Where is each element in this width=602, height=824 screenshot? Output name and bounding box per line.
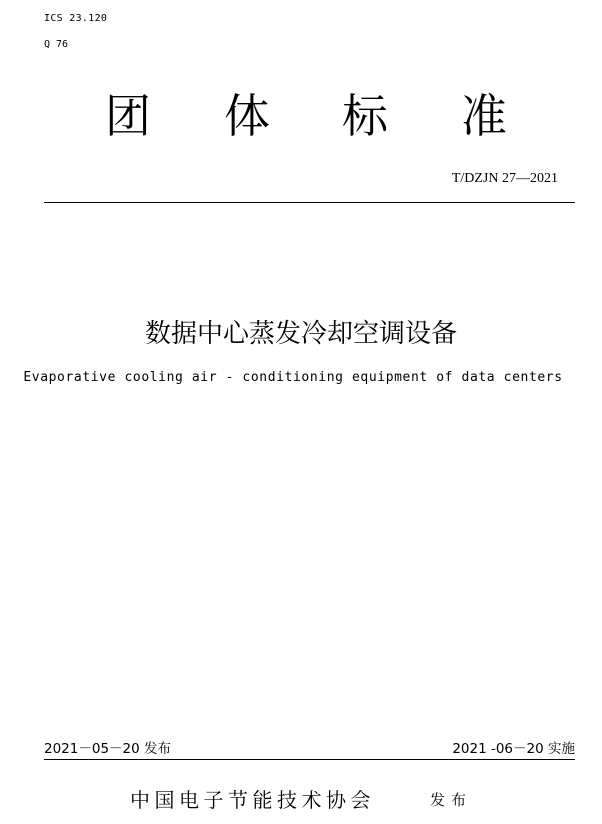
publisher-name: 中国电子节能技术协会 xyxy=(130,788,375,812)
ccs-code: Q 76 xyxy=(44,39,69,50)
document-type-heading xyxy=(0,88,602,144)
chinese-title: 数据中心蒸发冷却空调设备 xyxy=(144,319,457,349)
top-divider xyxy=(44,202,575,203)
english-title: Evaporative cooling air - conditioning equipment of data centers xyxy=(23,370,563,385)
publish-label: 发布 xyxy=(430,791,473,809)
doc-type-char-2: 体 xyxy=(224,89,270,143)
bottom-divider xyxy=(44,759,575,760)
issue-date: 2021－05－20 发布 xyxy=(44,741,172,757)
doc-type-char-3: 标 xyxy=(342,89,388,143)
doc-type-char-1: 团 xyxy=(105,89,151,143)
implementation-date: 2021 -06－20 实施 xyxy=(452,741,575,757)
standard-number: T/DZJN 27—2021 xyxy=(451,171,558,186)
doc-type-char-4: 准 xyxy=(461,89,507,143)
ics-code: ICS 23.120 xyxy=(44,13,108,24)
